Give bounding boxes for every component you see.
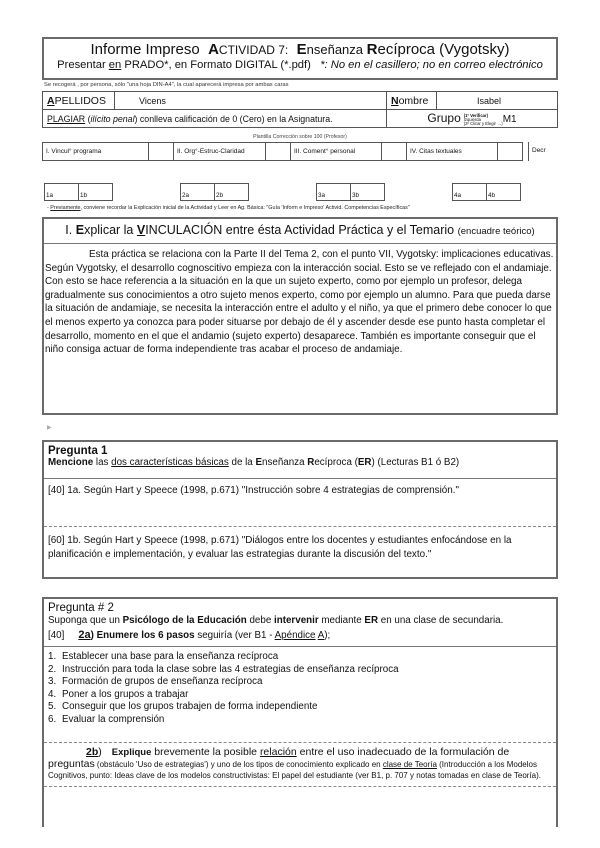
- score-3a[interactable]: 3a: [316, 183, 351, 201]
- step-item: 2. Instrucción para toda la clase sobre las 4 estrategias de enseñanza recíproca: [48, 663, 399, 675]
- pregunta-2b-prompt: 2b) Explique brevemente la posible relación entre el uso inadecuado de la formulación de preguntas (obstáculo 'Uso de estrategias') y uno de los tipos de conocimiento explicado en clase de Teoría (Introducción a los Modelos Cognitivos, punto: Ideas clave de los modelos constructivistas: El papel del estudiante (ver B1, p. 707 y notas tomadas en clase de Teoría).: [44, 743, 556, 787]
- answer-2a-steps[interactable]: [44, 647, 556, 743]
- step-item: 1. Establecer una base para la enseñanza recíproca: [48, 651, 279, 662]
- rubric-title: Plantilla Corrección sobre 100 (Profesor): [253, 134, 347, 140]
- pregunta-1: [42, 440, 558, 579]
- score-4a[interactable]: 4a: [452, 183, 487, 201]
- pregunta-1-question: Mencione las dos características básicas de la Enseñanza Recíproca (ER) (Lecturas B1 ó B2): [48, 457, 460, 468]
- rubric-decr: Decr: [528, 142, 558, 161]
- score-2a[interactable]: 2a: [180, 183, 215, 201]
- pregunta-2: [42, 597, 558, 827]
- rubric-row: [42, 142, 558, 161]
- answer-1b[interactable]: [60] 1b. Según Hart y Speece (1998, p.671) "Diálogos entre los docentes y estudiantes enfocándose en la planificación e implementación, y evaluar las estrategias durante la discusión del texto.": [48, 535, 512, 560]
- instructions-note: - Previamente, conviene recordar la Explicación inicial de la Actividad y Leer en Ag. Básica: "Guía 'Inform e Impreso' Activid. Competencias Específicas": [47, 205, 410, 211]
- grupo-dropdown[interactable]: M1: [502, 114, 517, 126]
- print-note: Se recogerá , por persona, sólo "una hoja DIN-A4", la cual aparecerá impresa por ambas caras: [44, 82, 289, 88]
- pregunta-1-heading: Pregunta 1 Mencione las dos características básicas de la Enseñanza Recíproca (ER) (Lecturas B1 ó B2): [44, 442, 556, 479]
- step-item: 5. Conseguir que los grupos trabajen de forma independiente: [48, 701, 318, 712]
- score-3b[interactable]: 3b: [350, 183, 385, 201]
- score-1b[interactable]: 1b: [78, 183, 113, 201]
- expand-arrow-icon[interactable]: ▶: [47, 425, 52, 431]
- grupo-instructions: (1º Verificar) Izquierda (2º Clicar y Elegir →): [463, 112, 503, 126]
- section-vinculacion: [42, 217, 558, 415]
- document-header: [42, 37, 558, 80]
- step-item: 4. Poner a los grupos a trabajar: [48, 688, 189, 700]
- step-item: 6. Evaluar la comprensión: [48, 713, 165, 725]
- plagiarism-warning: PLAGIAR (ilícito penal) conlleva calificación de 0 (Cero) en la Asignatura.: [43, 110, 387, 128]
- grupo-field[interactable]: Grupo (1º Verificar) Izquierda (2º Clicar y Elegir →)M1: [387, 110, 558, 128]
- rubric-item-4: IV. Citas textuales: [406, 142, 498, 161]
- pregunta-2-heading: Pregunta # 2 Suponga que un Psicólogo de la Educación debe intervenir mediante ER en una clase de secundaria. [40] 2a) Enumere los 6 pasos seguiría (ver B1 - Apéndice A);: [44, 599, 556, 647]
- rubric-score-2[interactable]: [265, 142, 291, 161]
- rubric-item-1: I. Vincul° programa: [42, 142, 149, 161]
- apellidos-label: APELLIDOS: [43, 92, 115, 110]
- nombre-field[interactable]: Isabel: [437, 92, 558, 110]
- rubric-score-4[interactable]: [497, 142, 523, 161]
- section-vinculacion-heading: I. Explicar la VINCULACIÓN entre ésta Actividad Práctica y el Temario (encuadre teórico): [44, 219, 556, 244]
- document-title: Informe Impreso ACTIVIDAD 7: Enseñanza Recíproca (Vygotsky): [90, 41, 510, 58]
- pregunta-2a-prompt: [40] 2a) Enumere los 6 pasos seguiría (ver B1 - Apéndice A);: [48, 629, 331, 641]
- document-subtitle: Presentar en PRADO*, en Formato DIGITAL (*.pdf) *: No en el casillero; no en correo electrónico: [57, 59, 543, 71]
- student-info-table: [42, 91, 558, 128]
- nombre-label: Nombre: [387, 92, 437, 110]
- score-4b[interactable]: 4b: [486, 183, 521, 201]
- rubric-score-1[interactable]: [148, 142, 174, 161]
- pregunta-2-question: Suponga que un Psicólogo de la Educación debe intervenir mediante ER en una clase de secundaria.: [48, 615, 504, 626]
- section-vinculacion-answer[interactable]: Esta práctica se relaciona con la Parte II del Tema 2, con el punto VII, Vygotsky: implicaciones educativas. Según Vygotsky, el desarrollo cognoscitivo empieza con la interacción social. Esto se ve reflejado con el andamiaje. Con esto se hace referencia a la situación en la que un sujeto experto, como por ejemplo un profesor, delega gradualmente sus conocimientos a otro sujeto menos experto, como por ejemplo un alumno. Para que pueda darse la situación de andamiaje, se necesita la interacción entre el adulto y el niño, ya que el primero debe conocer lo que el menos experto ya conozca para poder situarse por debajo de él y ascender desde ese punto hasta completar el desarrollo, momento en el que el andamio (sujeto experto) desaparece. También es importante conseguir que el niño consiga actuar de forma independiente tras acabar el proceso de andamiaje.: [45, 249, 554, 356]
- score-2b[interactable]: 2b: [214, 183, 249, 201]
- rubric-score-3[interactable]: [381, 142, 407, 161]
- score-1a[interactable]: 1a: [44, 183, 79, 201]
- answer-1a[interactable]: [40] 1a. Según Hart y Speece (1998, p.671) "Instrucción sobre 4 estrategias de comprensión.": [44, 479, 556, 527]
- rubric-item-3: III. Coment° personal: [290, 142, 382, 161]
- apellidos-field[interactable]: Vicens: [115, 92, 387, 110]
- rubric-item-2: II. Org°-Estruc-Claridad: [173, 142, 266, 161]
- step-item: 3. Formación de grupos de enseñanza recíproca: [48, 676, 263, 687]
